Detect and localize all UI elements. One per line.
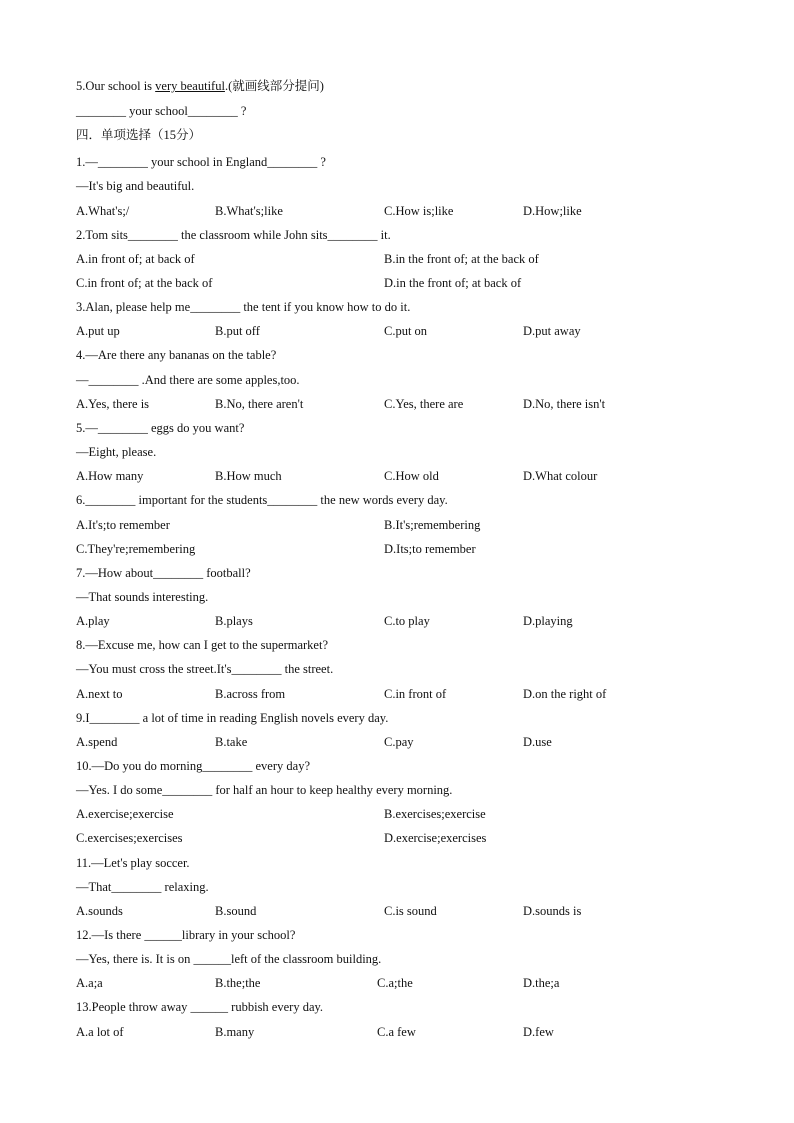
q13-option-a: A.a lot of	[76, 1025, 124, 1039]
question-1-stem: 1.—________ your school in England________ ?	[76, 155, 326, 169]
question-9-stem: 9.I________ a lot of time in reading English novels every day.	[76, 711, 389, 725]
question-12-reply: —Yes, there is. It is on ______left of the classroom building.	[76, 952, 382, 966]
prev-q5-suffix: .(就画线部分提问)	[224, 79, 324, 93]
q5-option-a: A.How many	[76, 469, 144, 483]
q8-option-c: C.in front of	[384, 687, 447, 701]
q2-option-b: B.in the front of; at the back of	[384, 252, 539, 266]
q6-option-a: A.It's;to remember	[76, 518, 170, 532]
question-4-reply: —________ .And there are some apples,too.	[76, 373, 300, 387]
question-3-stem: 3.Alan, please help me________ the tent if you know how to do it.	[76, 300, 411, 314]
q11-option-b: B.sound	[215, 904, 257, 918]
q3-option-c: C.put on	[384, 324, 428, 338]
q9-option-b: B.take	[215, 735, 248, 749]
q12-option-d: D.the;a	[523, 976, 560, 990]
question-7-reply: —That sounds interesting.	[76, 590, 209, 604]
question-8-stem: 8.—Excuse me, how can I get to the supermarket?	[76, 638, 328, 652]
question-11-reply: —That________ relaxing.	[76, 880, 209, 894]
q7-option-b: B.plays	[215, 614, 253, 628]
question-1-reply: —It's big and beautiful.	[76, 179, 195, 193]
q13-option-c: C.a few	[377, 1025, 416, 1039]
q13-option-d: D.few	[523, 1025, 554, 1039]
q1-option-b: B.What's;like	[215, 204, 283, 218]
question-13-stem: 13.People throw away ______ rubbish every day.	[76, 1000, 324, 1014]
q12-option-b: B.the;the	[215, 976, 261, 990]
q4-option-b: B.No, there aren't	[215, 397, 304, 411]
q11-option-d: D.sounds is	[523, 904, 582, 918]
q6-option-c: C.They're;remembering	[76, 542, 196, 556]
question-8-reply: —You must cross the street.It's________ the street.	[76, 662, 334, 676]
q2-option-a: A.in front of; at back of	[76, 252, 195, 266]
q13-option-b: B.many	[215, 1025, 255, 1039]
q7-option-d: D.playing	[523, 614, 573, 628]
q7-option-a: A.play	[76, 614, 110, 628]
q10-option-a: A.exercise;exercise	[76, 807, 174, 821]
q4-option-a: A.Yes, there is	[76, 397, 150, 411]
question-5-stem: 5.—________ eggs do you want?	[76, 421, 245, 435]
q2-option-c: C.in front of; at the back of	[76, 276, 213, 290]
q10-option-c: C.exercises;exercises	[76, 831, 183, 845]
q10-option-d: D.exercise;exercises	[384, 831, 487, 845]
question-11-stem: 11.—Let's play soccer.	[76, 856, 190, 870]
q1-option-c: C.How is;like	[384, 204, 454, 218]
q8-option-d: D.on the right of	[523, 687, 607, 701]
prev-q5-underlined: very beautiful	[155, 79, 225, 93]
question-6-stem: 6.________ important for the students________ the new words every day.	[76, 493, 448, 507]
prev-q5-answer-line: ________ your school________ ?	[76, 104, 247, 118]
q9-option-a: A.spend	[76, 735, 118, 749]
question-5-reply: —Eight, please.	[76, 445, 157, 459]
section-title: 四．单项选择（15分）	[76, 128, 202, 142]
question-7-stem: 7.—How about________ football?	[76, 566, 251, 580]
q3-option-d: D.put away	[523, 324, 581, 338]
prev-q5-prefix: 5.Our school is	[76, 79, 156, 93]
q10-option-b: B.exercises;exercise	[384, 807, 486, 821]
question-4-stem: 4.—Are there any bananas on the table?	[76, 348, 277, 362]
q9-option-d: D.use	[523, 735, 552, 749]
q4-option-c: C.Yes, there are	[384, 397, 464, 411]
q1-option-a: A.What's;/	[76, 204, 130, 218]
q7-option-c: C.to play	[384, 614, 430, 628]
q9-option-c: C.pay	[384, 735, 414, 749]
q8-option-a: A.next to	[76, 687, 123, 701]
question-10-stem: 10.—Do you do morning________ every day?	[76, 759, 310, 773]
question-12-stem: 12.—Is there ______library in your school?	[76, 928, 296, 942]
q11-option-c: C.is sound	[384, 904, 437, 918]
q2-option-d: D.in the front of; at back of	[384, 276, 522, 290]
q11-option-a: A.sounds	[76, 904, 123, 918]
question-10-reply: —Yes. I do some________ for half an hour to keep healthy every morning.	[76, 783, 453, 797]
q1-option-d: D.How;like	[523, 204, 582, 218]
q12-option-a: A.a;a	[76, 976, 103, 990]
q8-option-b: B.across from	[215, 687, 286, 701]
q5-option-b: B.How much	[215, 469, 282, 483]
q4-option-d: D.No, there isn't	[523, 397, 606, 411]
q6-option-d: D.Its;to remember	[384, 542, 476, 556]
q12-option-c: C.a;the	[377, 976, 413, 990]
prev-question-5	[76, 78, 324, 94]
q3-option-b: B.put off	[215, 324, 260, 338]
q5-option-d: D.What colour	[523, 469, 598, 483]
q6-option-b: B.It's;remembering	[384, 518, 481, 532]
question-2-stem: 2.Tom sits________ the classroom while John sits________ it.	[76, 228, 391, 242]
q3-option-a: A.put up	[76, 324, 120, 338]
q5-option-c: C.How old	[384, 469, 439, 483]
